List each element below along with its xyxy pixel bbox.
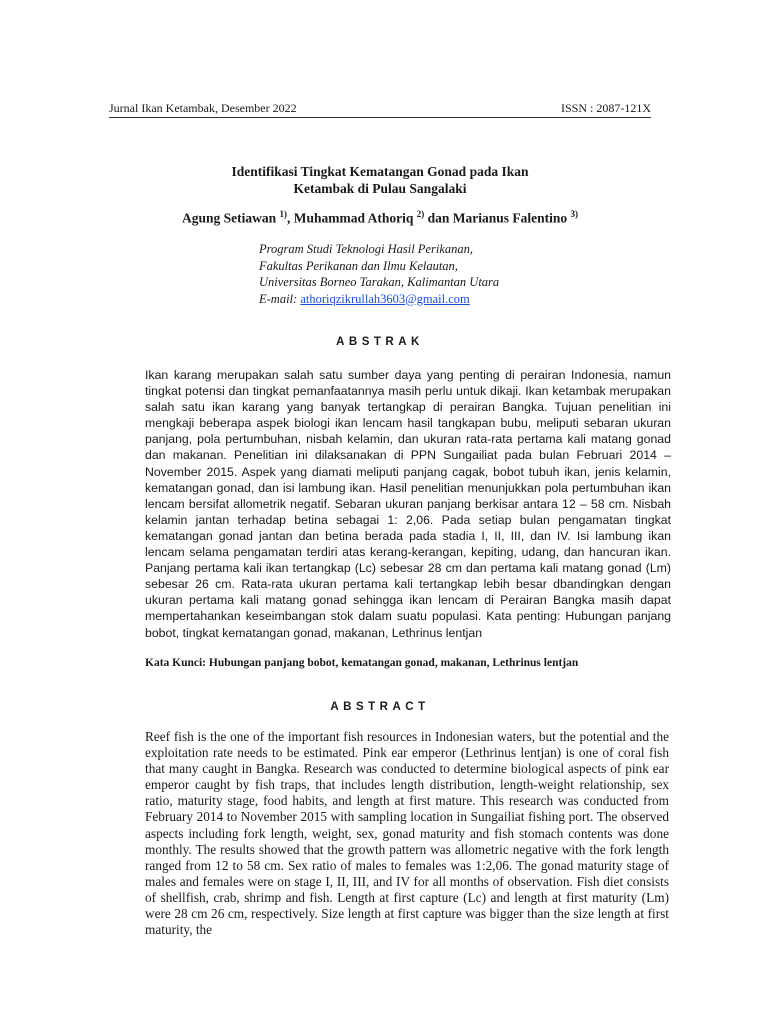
author-2-affil: 2) (416, 209, 425, 219)
issn: ISSN : 2087-121X (560, 101, 651, 115)
abstrak-text: Ikan karang merupakan salah satu sumber daya yang penting di perairan Indonesia, namun tingkat potensi dan tingkat pemanfaatannya masih perlu untuk dikaji. Ikan ketambak merupakan salah satu ikan karang yang banyak tertangkap di perairan Bangka. Tujuan penelitian ini mengkaji beberapa aspek biologi ikan lencam hasil tangkapan bubu, meliputi sebaran ukuran panjang, pola pertumbuhan, nisbah kelamin, dan ukuran rata-rata pertama kali matang gonad dan makanan. Penelitian ini dilaksanakan di PPN Sungailiat pada bulan Februari 2014 – November 2015. Aspek yang diamati meliputi panjang cagak, bobot tubuh ikan, jenis kelamin, kematangan gonad, dan isi lambung ikan. Hasil penelitian menunjukkan pola pertumbuhan ikan lencam bersifat allometrik negatif. Sebaran ukuran panjang berkisar antara 12 – 58 cm. Nisbah kelamin jantan terhadap betina sebagai 1: 2,06. Pada setiap bulan pengamatan tingkat kematangan gonad jantan dan betina berada pada stadia I, II, III, dan IV. Isi lambung ikan lencam selama pengamatan terdiri atas kerang-kerangan, kepiting, udang, dan hancuran ikan. Panjang pertama kali ikan tertangkap (Lc) sebesar 28 cm dan pertama kali matang gonad (Lm) sebesar 26 cm. Rata-rata ukuran pertama kali tertangkap lebih besar dbandingkan dengan ukuran pertama kali matang gonad sehingga ikan lencam di Perairan Bangka masih dapat mempertahankan keseimbangan stok dalam suatu populasi. Kata penting: Hubungan panjang bobot, tingkat kematangan gonad, makanan, Lethrinus lentjan (145, 368, 671, 640)
journal-name: Jurnal Ikan Ketambak, Desember 2022 (109, 101, 297, 115)
email-line (259, 291, 659, 308)
author-list (109, 209, 651, 227)
author-3-affil: 3) (570, 209, 579, 219)
email-link[interactable]: athoriqzikrullah3603@gmail.com (300, 291, 470, 306)
author-2: , Muhammad Athoriq (286, 210, 417, 226)
abstract-heading: ABSTRACT (330, 701, 430, 713)
running-header (109, 101, 651, 118)
affiliation-block (259, 241, 659, 307)
title-line-1: Identifikasi Tingkat Kematangan Gonad pada Ikan (231, 164, 529, 179)
email-label: E-mail: (259, 291, 301, 306)
affiliation-line-2: Fakultas Perikanan dan Ilmu Kelautan, (259, 258, 458, 273)
author-1: Agung Setiawan (181, 210, 280, 226)
keywords: Kata Kunci: Hubungan panjang bobot, kematangan gonad, makanan, Lethrinus lentjan (145, 657, 579, 669)
affiliation-line-1: Program Studi Teknologi Hasil Perikanan, (259, 242, 474, 256)
author-1-affil: 1) (279, 209, 287, 219)
author-3: dan Marianus Falentino (424, 210, 571, 226)
paper-title (109, 163, 651, 197)
title-line-2: Ketambak di Pulau Sangalaki (293, 181, 467, 196)
abstract-text: Reef fish is the one of the important fish resources in Indonesian waters, but the potential and the exploitation rate needs to be estimated. Pink ear emperor (Lethrinus lentjan) is one of coral fish that many caught in Bangka. Research was conducted to determine biological aspects of pink ear emperor caught by fish traps, that includes length distribution, length-weight relationship, sex ratio, maturity stage, food habits, and length at first mature. This research was conducted from February 2014 to November 2015 with sampling location in Sungailiat fishing port. The observed aspects including fork length, weight, sex, gonad maturity and fish stomach contents was done monthly. The results showed that the growth pattern was allometric negative with the fork length ranged from 12 to 58 cm. Sex ratio of males to females was 1:2,06. The gonad maturity stage of males and females were on stage I, II, III, and IV for all months of observation. Fish diet consists of shellfish, crab, shrimp and fish. Length at first capture (Lc) and length at first maturity (Lm) were 28 cm 26 cm, respectively. Size length at first capture was bigger than the size length at first maturity, the (145, 729, 669, 938)
affiliation-line-3: Universitas Borneo Tarakan, Kalimantan Utara (259, 275, 500, 289)
abstrak-heading: ABSTRAK (336, 336, 424, 348)
